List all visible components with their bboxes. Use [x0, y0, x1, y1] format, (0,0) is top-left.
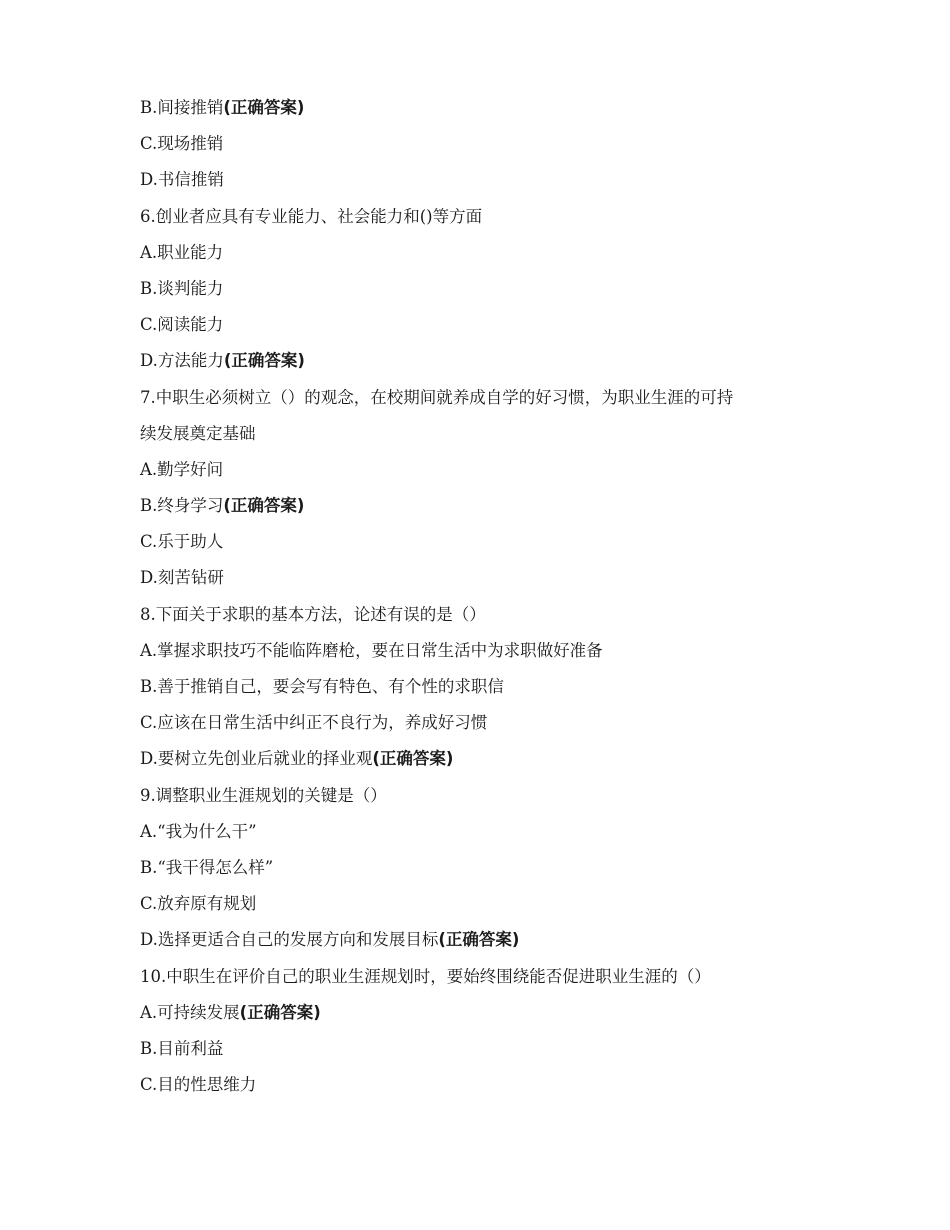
line-text: 8.下面关于求职的基本方法，论述有误的是（）	[140, 604, 486, 624]
correct-answer-tag: (正确答案)	[223, 351, 305, 371]
text-line	[140, 271, 840, 307]
correct-answer-tag: (正确答案)	[223, 496, 305, 516]
text-line	[140, 669, 840, 705]
line-text: B.善于推销自己，要会写有特色、有个性的求职信	[140, 677, 504, 696]
text-line	[140, 850, 840, 886]
text-line	[140, 307, 840, 343]
answer-option-correct	[140, 995, 840, 1031]
line-text: 续发展奠定基础	[140, 423, 256, 443]
line-text: 10.中职生在评价自己的职业生涯规划时，要始终围绕能否促进职业生涯的（）	[140, 966, 711, 986]
line-text: C.乐于助人	[140, 532, 224, 552]
text-line	[140, 524, 840, 560]
text-line	[140, 778, 840, 814]
line-text: C.放弃原有规划	[140, 894, 257, 914]
correct-answer-tag: (正确答案)	[438, 930, 520, 950]
line-text: 9.调整职业生涯规划的关键是（）	[140, 785, 387, 805]
line-text: A.可持续发展	[140, 1002, 240, 1022]
text-line	[140, 199, 840, 235]
text-line	[140, 126, 840, 162]
text-line	[140, 416, 840, 452]
text-line	[140, 452, 840, 488]
text-line	[140, 633, 840, 669]
line-text: C.现场推销	[140, 134, 224, 154]
text-line	[140, 886, 840, 922]
line-text: B.间接推销	[140, 98, 224, 117]
line-text: D.选择更适合自己的发展方向和发展目标	[140, 930, 439, 950]
answer-option-correct	[140, 741, 840, 777]
correct-answer-tag: (正确答案)	[223, 98, 305, 117]
line-text: C.阅读能力	[140, 315, 224, 335]
line-text: 6.创业者应具有专业能力、社会能力和()等方面	[140, 206, 483, 226]
answer-option-correct	[140, 922, 840, 958]
answer-option-correct	[140, 90, 840, 126]
text-line	[140, 560, 840, 596]
line-text: C.应该在日常生活中纠正不良行为，养成好习惯	[140, 713, 488, 733]
correct-answer-tag: (正确答案)	[239, 1002, 321, 1022]
text-line	[140, 1067, 840, 1103]
text-line	[140, 380, 840, 416]
text-line	[140, 705, 840, 741]
question-list	[140, 90, 840, 1103]
line-text: B.“我干得怎么样”	[140, 857, 274, 877]
text-line	[140, 235, 840, 271]
line-text: B.目前利益	[140, 1038, 224, 1058]
line-text: D.书信推销	[140, 170, 224, 190]
answer-option-correct	[140, 488, 840, 524]
line-text: D.方法能力	[140, 351, 224, 371]
line-text: B.谈判能力	[140, 278, 224, 298]
line-text: D.要树立先创业后就业的择业观	[140, 749, 373, 769]
text-line	[140, 959, 840, 995]
line-text: A.勤学好问	[140, 459, 224, 479]
text-line	[140, 814, 840, 850]
line-text: D.刻苦钻研	[140, 568, 224, 588]
line-text: A.掌握求职技巧不能临阵磨枪，要在日常生活中为求职做好准备	[140, 640, 603, 660]
text-line	[140, 597, 840, 633]
text-line	[140, 1031, 840, 1067]
line-text: A.职业能力	[140, 242, 224, 262]
line-text: 7.中职生必须树立（）的观念，在校期间就养成自学的好习惯，为职业生涯的可持	[140, 387, 734, 407]
answer-option-correct	[140, 343, 840, 379]
text-line	[140, 162, 840, 198]
line-text: B.终身学习	[140, 496, 224, 516]
line-text: C.目的性思维力	[140, 1075, 257, 1095]
line-text: A.“我为什么干”	[140, 821, 257, 841]
correct-answer-tag: (正确答案)	[372, 749, 454, 769]
